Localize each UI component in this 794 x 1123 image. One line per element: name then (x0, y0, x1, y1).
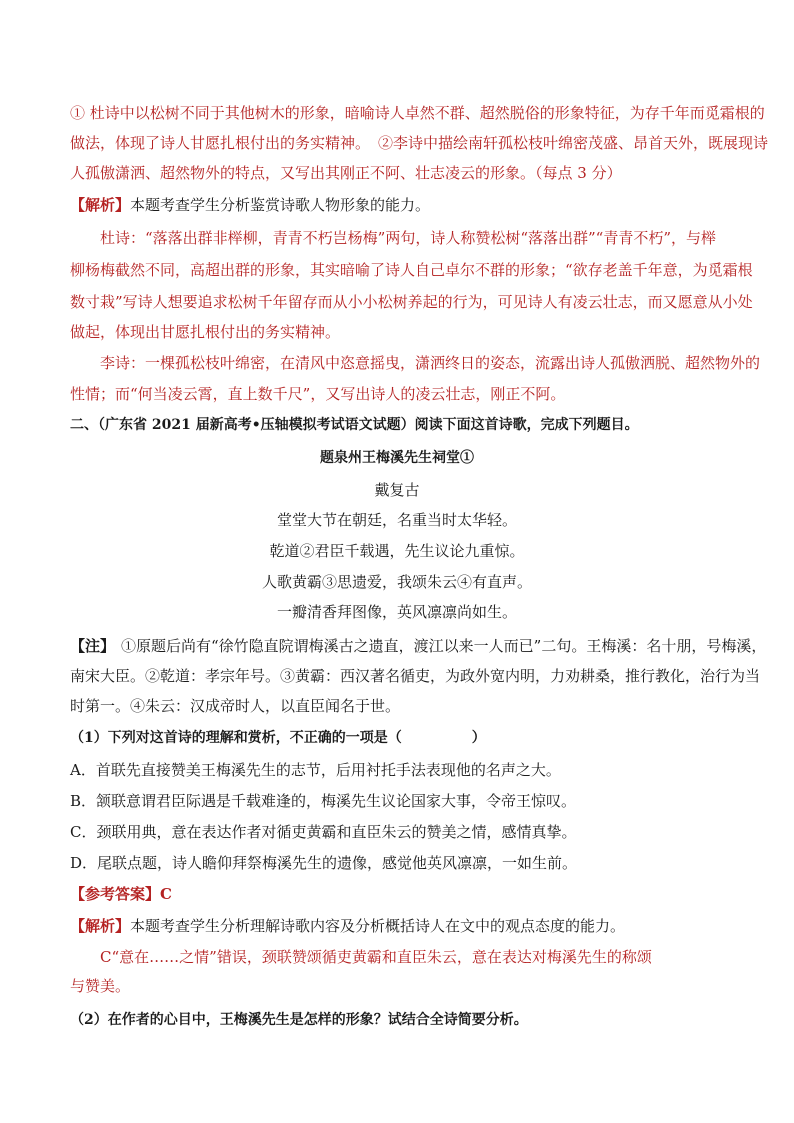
poem-line: 堂堂大节在朝廷，名重当时太华轻。 (276, 511, 517, 529)
question-1-stem: （1）下列对这首诗的理解和赏析，不正确的一项是（ ） (70, 730, 486, 746)
du-analysis-line-1 (100, 228, 716, 248)
answer-text-li-end: 人孤傲潇洒、超然物外的特点，又写出其刚正不阿、壮志凌云的形象。（每点 3 分） (70, 164, 622, 182)
poem-title: 题泉州王梅溪先生祠堂① (320, 450, 474, 466)
du-analysis-text: 做起，体现出甘愿扎根付出的务实精神。 (70, 323, 341, 341)
li-analysis-line-2 (70, 384, 565, 404)
analysis-heading-line (70, 195, 430, 215)
analysis-tag: 【解析】 (70, 196, 131, 214)
analysis-text: 本题考查学生分析鉴赏诗歌人物形象的能力。 (130, 196, 431, 214)
question-2-stem: （2）在作者的心目中，王梅溪先生是怎样的形象？试结合全诗简要分析。 (70, 1012, 528, 1028)
question-1-analysis-text: 本题考查学生分析理解诗歌内容及分析概括诗人在文中的观点态度的能力。 (130, 917, 626, 935)
notes-line-2: 南宋大臣。②乾道：孝宗年号。③黄霸：西汉著名循吏，为政外宽内明，力劝耕桑，推行教化，治行为当 (70, 667, 761, 685)
question-1-option-d: D．尾联点题，诗人瞻仰拜祭梅溪先生的遗像，感觉他英风凛凛，一如生前。 (70, 854, 578, 872)
answer-text-du-end: 做法，体现了诗人甘愿扎根付出的务实精神。 (70, 134, 371, 152)
notes-text: ①原题后尚有“徐竹隐直院谓梅溪古之遗直，渡江以来一人而已”二句。王梅溪：名十朋，号梅溪， (121, 637, 767, 655)
poem-author: 戴复古 (374, 481, 420, 499)
li-analysis-line-1 (100, 353, 760, 373)
notes-line-3: 时第一。④朱云：汉成帝时人，以直臣闻名于世。 (70, 697, 401, 715)
du-analysis-line-4 (70, 322, 340, 342)
answer-text-du: ① 杜诗中以松树不同于其他树木的形象，暗喻诗人卓然不群、超然脱俗的形象特征，为存千年而觅霜根的 (70, 104, 765, 122)
du-analysis-text: 杜诗：“落落出群非榉柳，青青不朽岂杨梅”两句，诗人称赞松树“落落出群”“青青不朽”，与榉 (100, 229, 717, 247)
question-1-analysis-line (70, 916, 625, 936)
li-analysis-text: 李诗：一棵孤松枝叶绵密，在清风中恣意摇曳，潇洒终日的姿态，流露出诗人孤傲洒脱、超然物外的 (100, 354, 761, 372)
question-1-analysis-tag: 【解析】 (70, 917, 131, 935)
du-analysis-text: 柳杨梅截然不同，高超出群的形象，其实暗喻了诗人自己卓尔不群的形象；“欲存老盖千年意，为觅霜根 (70, 261, 753, 279)
li-analysis-text: 性情；而“何当凌云霄，直上数千尺”，又写出诗人的凌云壮志，刚正不阿。 (70, 385, 566, 403)
answer-line-1 (70, 103, 765, 123)
du-analysis-line-3 (70, 292, 753, 312)
question-1-option-b: B．颔联意谓君臣际遇是千载难逢的，梅溪先生议论国家大事，令帝王惊叹。 (70, 792, 577, 810)
notes-tag: 【注】 (70, 637, 116, 655)
du-analysis-text: 数寸栽”写诗人想要追求松树千年留存而从小小松树养起的行为，可见诗人有凌云壮志，而又愿意从小处 (70, 293, 753, 311)
question-1-explain-line-2: 与赞美。 (70, 977, 131, 995)
answer-line-2 (70, 133, 768, 153)
du-analysis-line-2 (70, 260, 753, 280)
question-1-answer: 【参考答案】C (70, 885, 172, 903)
question-1-option-c: C．颈联用典，意在表达作者对循吏黄霸和直臣朱云的赞美之情，感情真挚。 (70, 823, 577, 841)
poem-line: 一瓣清香拜图像，英风凛凛尚如生。 (276, 603, 517, 621)
poem-line: 人歌黄霸③思遗爱，我颂朱云④有直声。 (261, 573, 532, 591)
answer-text-li: ②李诗中描绘南轩孤松枝叶绵密茂盛、昂首天外，既展现诗 (378, 134, 769, 152)
question-1-option-a: A．首联先直接赞美王梅溪先生的志节，后用衬托手法表现他的名声之大。 (70, 761, 561, 779)
poem-line: 乾道②君臣千载遇，先生议论九重惊。 (269, 542, 525, 560)
section-2-heading: 二、（广东省 2021 届新高考•压轴模拟考试语文试题）阅读下面这首诗歌，完成下列题目。 (70, 417, 639, 433)
question-1-explain-line-1: C“意在……之情”错误，颈联赞颂循吏黄霸和直臣朱云，意在表达对梅溪先生的称颂 (100, 948, 652, 966)
answer-line-3 (70, 163, 622, 183)
notes-line-1 (70, 636, 766, 656)
